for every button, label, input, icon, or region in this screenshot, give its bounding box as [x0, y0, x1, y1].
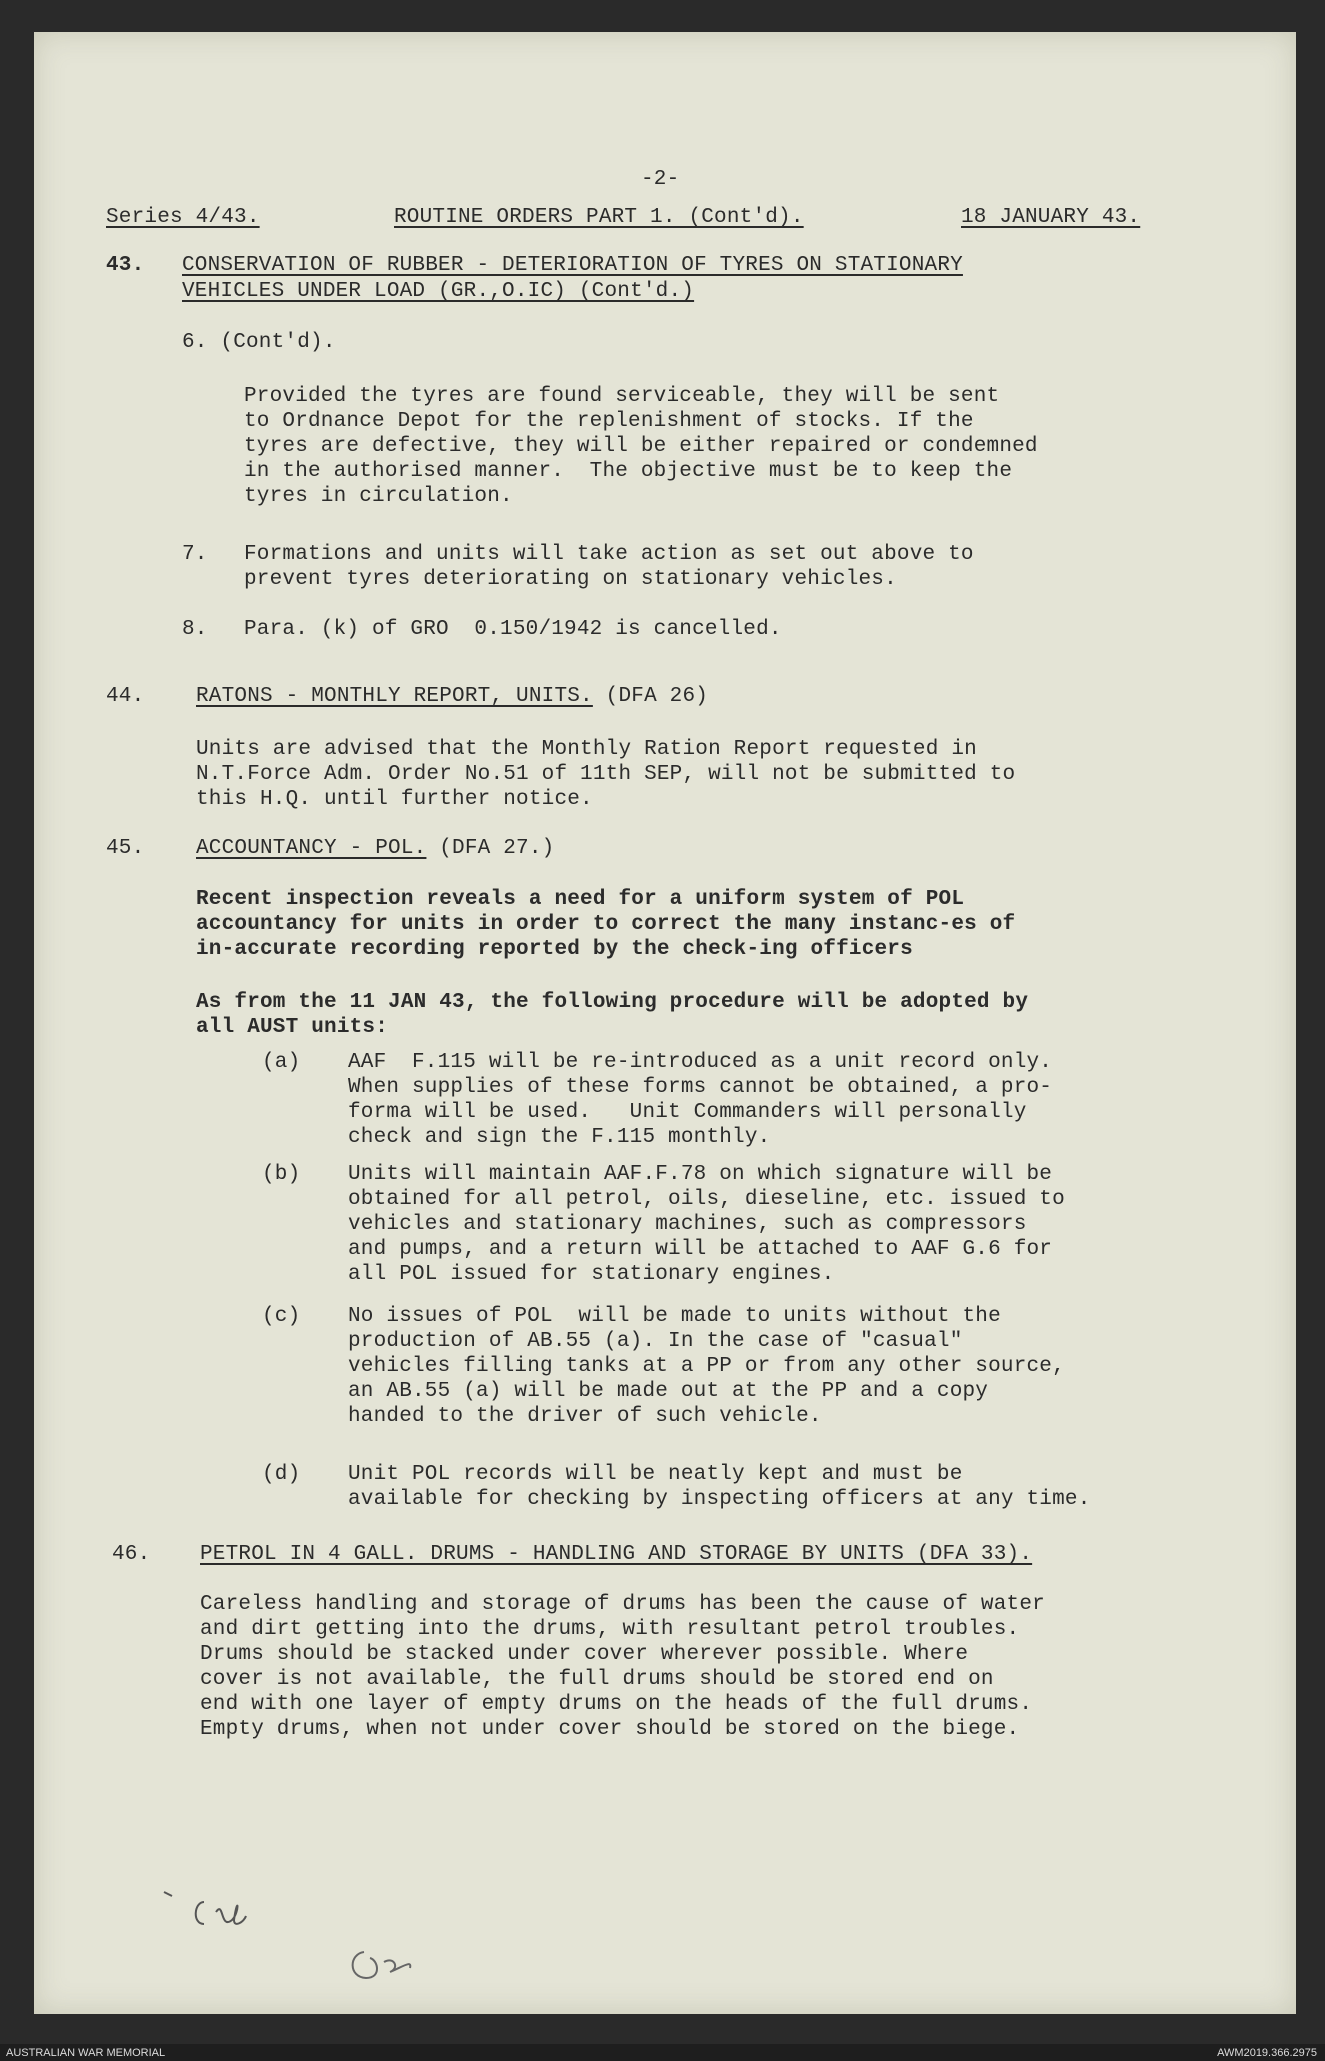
item-45-sub-d-label: (d)	[262, 1463, 301, 1486]
item-44-line: N.T.Force Adm. Order No.51 of 11th SEP, will not be submitted to	[196, 763, 1016, 786]
item-43-para-line: prevent tyres deteriorating on stationary vehicles.	[244, 568, 897, 591]
item-46-line: end with one layer of empty drums on the heads of the full drums.	[200, 1693, 1033, 1716]
item-43-para-line: in the authorised manner. The objective must be to keep the	[244, 460, 1013, 483]
item-44-title: RATONS - MONTHLY REPORT, UNITS.	[196, 685, 593, 708]
item-43-sub8-label: 8.	[182, 618, 208, 641]
item-45-sub-line: handed to the driver of such vehicle.	[348, 1405, 822, 1428]
item-43-para-line: Formations and units will take action as set out above to	[244, 543, 974, 566]
orders-title: ROUTINE ORDERS PART 1. (Cont'd).	[394, 206, 804, 229]
item-45-sub-b-label: (b)	[262, 1163, 301, 1186]
item-45-number: 45.	[106, 837, 145, 860]
item-45-ref: (DFA 27.)	[426, 837, 555, 860]
item-43-title-line: CONSERVATION OF RUBBER - DETERIORATION OF TYRES ON STATIONARY	[182, 254, 963, 277]
item-43-title-line: VEHICLES UNDER LOAD (GR.,O.IC) (Cont'd.)	[182, 280, 695, 303]
item-46-line: Careless handling and storage of drums has been the cause of water	[200, 1593, 1045, 1616]
item-43-para-line: Para. (k) of GRO 0.150/1942 is cancelled.	[244, 618, 782, 641]
footer-archive-name: AUSTRALIAN WAR MEMORIAL	[6, 2047, 166, 2059]
handwritten-scribble-mark	[334, 1932, 464, 1992]
item-46-number: 46.	[112, 1543, 151, 1566]
item-45-sub-line: and pumps, and a return will be attached to AAF G.6 for	[348, 1238, 1053, 1261]
item-45-sub-line: obtained for all petrol, oils, dieseline, etc. issued to	[348, 1188, 1065, 1211]
item-46-line: cover is not available, the full drums should be stored end on	[200, 1668, 994, 1691]
item-45-sub-line: forma will be used. Unit Commanders will personally	[348, 1101, 1027, 1124]
item-45-line: all AUST units:	[196, 1016, 389, 1039]
item-45-title: ACCOUNTANCY - POL.	[196, 837, 427, 860]
item-44-number: 44.	[106, 685, 145, 708]
item-45-line: Recent inspection reveals a need for a uniform system of POL	[196, 888, 965, 911]
item-45-line: As from the 11 JAN 43, the following procedure will be adopted by	[196, 991, 1029, 1014]
item-45-sub-line: an AB.55 (a) will be made out at the PP and a copy	[348, 1380, 989, 1403]
item-43-number: 43.	[106, 254, 145, 277]
document-page	[34, 32, 1296, 2014]
item-43-para-line: tyres are defective, they will be either repaired or condemned	[244, 435, 1038, 458]
item-46-title: PETROL IN 4 GALL. DRUMS - HANDLING AND STORAGE BY UNITS (DFA 33).	[200, 1543, 1033, 1566]
archive-footer	[0, 2044, 1325, 2061]
item-43-para-line: Provided the tyres are found serviceable, they will be sent	[244, 385, 1000, 408]
item-43-para-line: tyres in circulation.	[244, 485, 513, 508]
item-45-sub-line: AAF F.115 will be re-introduced as a unit record only.	[348, 1051, 1053, 1074]
item-45-sub-line: vehicles filling tanks at a PP or from any other source,	[348, 1355, 1065, 1378]
item-45-sub-a-label: (a)	[262, 1051, 301, 1074]
item-45-line: in-accurate recording reported by the check-ing officers	[196, 938, 913, 961]
item-45-sub-line: check and sign the F.115 monthly.	[348, 1126, 771, 1149]
item-46-line: Drums should be stacked under cover wherever possible. Where	[200, 1643, 969, 1666]
item-45-sub-c-label: (c)	[262, 1305, 301, 1328]
item-44-line: this H.Q. until further notice.	[196, 788, 593, 811]
item-45-sub-line: Unit POL records will be neatly kept and must be	[348, 1463, 963, 1486]
handwritten-initials-mark	[154, 1872, 354, 1942]
item-45-sub-line: available for checking by inspecting officers at any time.	[348, 1488, 1091, 1511]
item-44-line: Units are advised that the Monthly Ration Report requested in	[196, 738, 977, 761]
page-number: -2-	[641, 168, 680, 191]
item-44-heading	[196, 684, 708, 710]
item-44-ref: (DFA 26)	[592, 685, 709, 708]
series-ref: Series 4/43.	[106, 206, 260, 229]
item-45-heading	[196, 836, 554, 862]
item-45-sub-line: vehicles and stationary machines, such as compressors	[348, 1213, 1027, 1236]
item-43-para-line: to Ordnance Depot for the replenishment of stocks. If the	[244, 410, 974, 433]
item-45-sub-line: production of AB.55 (a). In the case of "casual"	[348, 1330, 963, 1353]
item-45-sub-line: Units will maintain AAF.F.78 on which signature will be	[348, 1163, 1053, 1186]
item-43-sub7-label: 7.	[182, 543, 208, 566]
footer-archive-id: AWM2019.366.2975	[1217, 2047, 1317, 2059]
item-46-line: Empty drums, when not under cover should be stored on the biege.	[200, 1718, 1020, 1741]
item-45-sub-line: No issues of POL will be made to units without the	[348, 1305, 1001, 1328]
item-45-line: accountancy for units in order to correct the many instanc-es of	[196, 913, 1016, 936]
item-45-sub-line: all POL issued for stationary engines.	[348, 1263, 835, 1286]
orders-date: 18 JANUARY 43.	[961, 206, 1141, 229]
item-46-line: and dirt getting into the drums, with resultant petrol troubles.	[200, 1618, 1020, 1641]
item-43-sub6-label: 6. (Cont'd).	[182, 331, 336, 354]
item-45-sub-line: When supplies of these forms cannot be obtained, a pro-	[348, 1076, 1053, 1099]
